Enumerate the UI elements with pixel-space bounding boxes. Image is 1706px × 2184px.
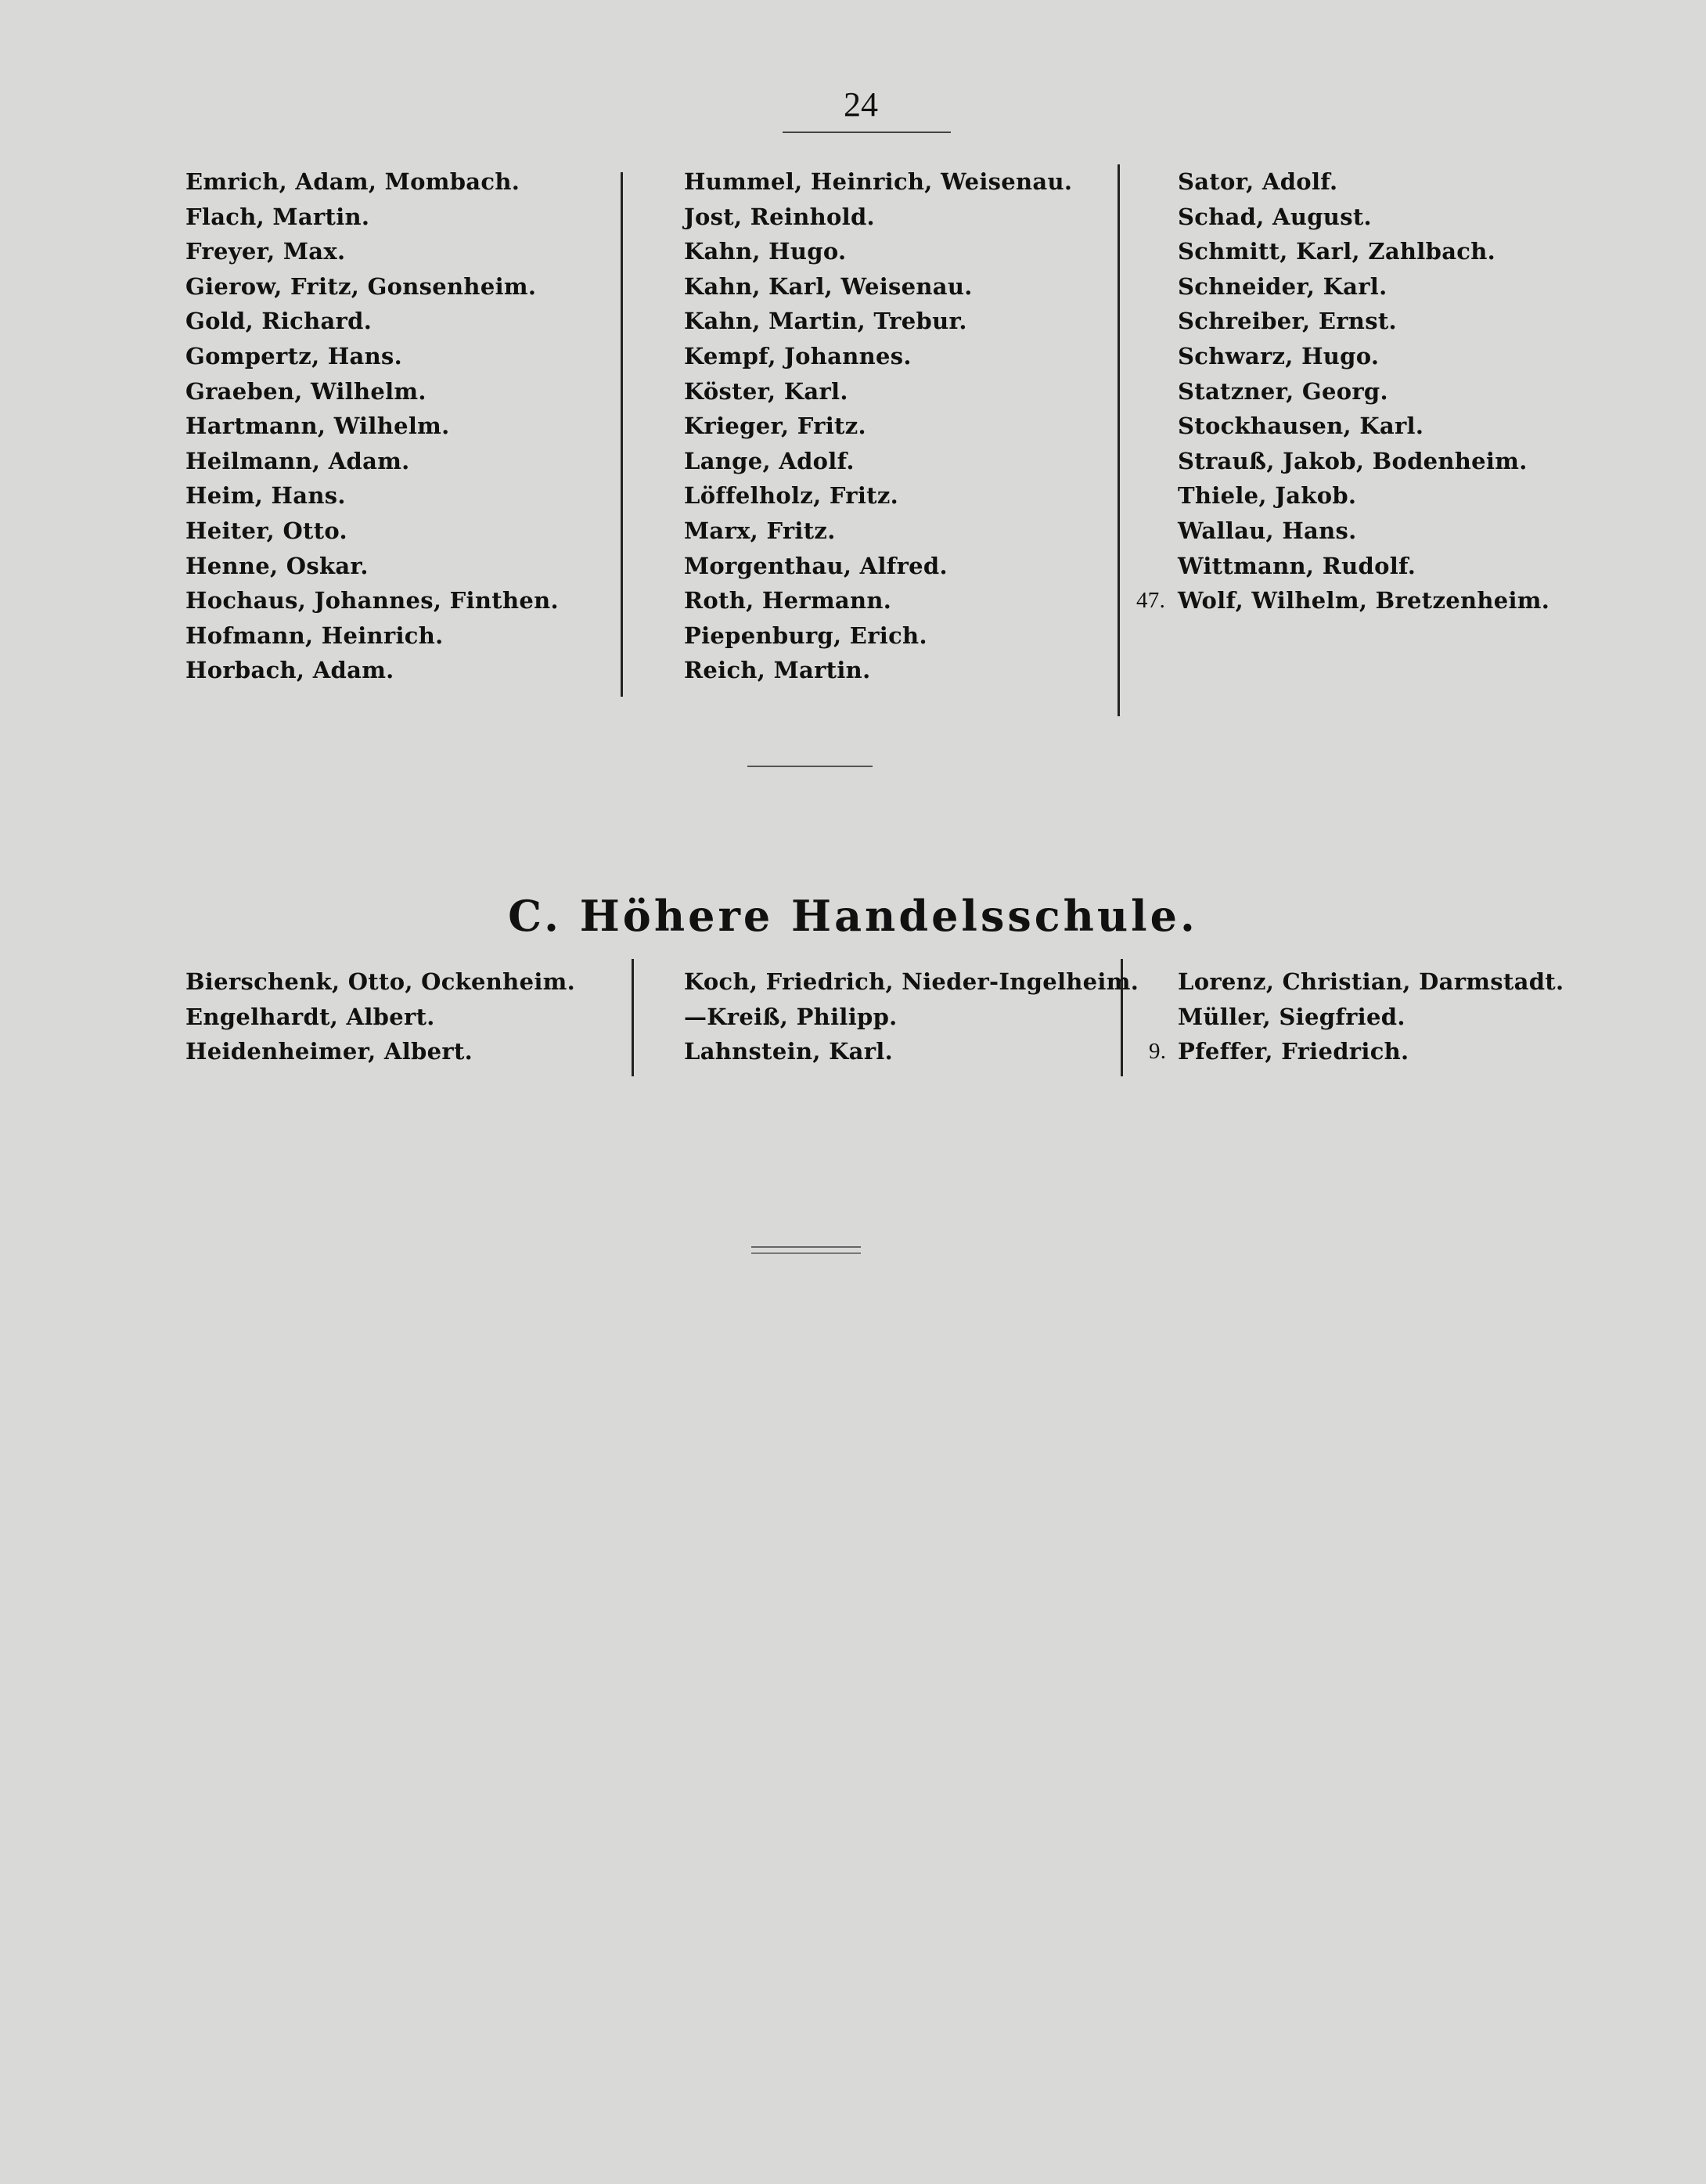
lower-column-divider-left [632,959,634,1076]
name-entry: Sator, Adolf. [1178,168,1338,195]
name-entry: Engelhardt, Albert. [185,1003,435,1030]
name-entry: Morgenthau, Alfred. [684,552,948,579]
name-entry: Schwarz, Hugo. [1178,342,1380,369]
lower-column-3-total: 9. [1149,1039,1167,1064]
lower-column-3 [1178,964,1564,1069]
page-number-rule [783,132,951,133]
name-entry: Marx, Fritz. [684,517,836,544]
name-entry: Wittmann, Rudolf. [1178,552,1416,579]
name-entry: Hochaus, Johannes, Finthen. [185,587,559,614]
name-entry: Kahn, Hugo. [684,238,847,265]
name-entry: Reich, Martin. [684,657,871,684]
upper-column-3-total: 47. [1136,588,1166,613]
name-entry: Schneider, Karl. [1178,272,1387,300]
name-entry: Strauß, Jakob, Bodenheim. [1178,447,1528,474]
name-entry: Thiele, Jakob. [1178,482,1357,510]
name-entry: Pfeffer, Friedrich. [1178,1038,1409,1065]
name-entry: Müller, Siegfried. [1178,1003,1405,1030]
name-entry: Bierschenk, Otto, Ockenheim. [185,968,576,995]
name-entry: Emrich, Adam, Mombach. [185,168,520,195]
name-entry: Heiter, Otto. [185,517,347,544]
name-entry: Lahnstein, Karl. [684,1038,894,1065]
name-entry: Jost, Reinhold. [684,203,875,230]
name-entry: Koch, Friedrich, Nieder-Ingelheim. [684,968,1139,995]
name-entry: Lorenz, Christian, Darmstadt. [1178,968,1564,995]
upper-column-2 [684,164,1072,688]
name-entry: Heidenheimer, Albert. [185,1038,473,1065]
name-entry: Schreiber, Ernst. [1178,308,1397,335]
name-entry: Kahn, Martin, Trebur. [684,308,967,335]
name-entry: Löffelholz, Fritz. [684,482,898,510]
name-entry: Heilmann, Adam. [185,447,410,474]
name-entry: Stockhausen, Karl. [1178,413,1424,440]
section-rule [747,766,873,767]
upper-column-1 [185,164,559,688]
bottom-double-rule-top [751,1246,861,1248]
name-entry: Schad, August. [1178,203,1372,230]
name-entry: Heim, Hans. [185,482,346,510]
name-entry: Flach, Martin. [185,203,370,230]
lower-column-1 [185,964,575,1069]
name-entry: Freyer, Max. [185,238,346,265]
name-entry: Wolf, Wilhelm, Bretzenheim. [1178,587,1550,614]
column-divider-right [1118,164,1120,716]
name-entry: —Kreiß, Philipp. [684,1003,898,1030]
name-entry: Statzner, Georg. [1178,377,1388,405]
name-entry: Schmitt, Karl, Zahlbach. [1178,238,1496,265]
name-entry: Kempf, Johannes. [684,342,912,369]
name-entry: Roth, Hermann. [684,587,892,614]
section-heading: C. Höhere Handelsschule. [508,891,1198,941]
column-divider-left [621,172,623,697]
name-entry: Gompertz, Hans. [185,342,403,369]
page-number: 24 [844,85,878,124]
bottom-double-rule-bottom [751,1252,861,1254]
name-entry: Lange, Adolf. [684,447,855,474]
name-entry: Gold, Richard. [185,308,373,335]
name-entry: Kahn, Karl, Weisenau. [684,272,973,300]
upper-column-3 [1178,164,1549,618]
name-entry: Graeben, Wilhelm. [185,377,426,405]
name-entry: Wallau, Hans. [1178,517,1357,544]
name-entry: Gierow, Fritz, Gonsenheim. [185,272,537,300]
name-entry: Krieger, Fritz. [684,413,866,440]
name-entry: Horbach, Adam. [185,657,394,684]
name-entry: Hummel, Heinrich, Weisenau. [684,168,1073,195]
name-entry: Piepenburg, Erich. [684,622,927,649]
lower-column-2 [684,964,1139,1069]
name-entry: Köster, Karl. [684,377,848,405]
name-entry: Hartmann, Wilhelm. [185,413,450,440]
name-entry: Hofmann, Heinrich. [185,622,444,649]
name-entry: Henne, Oskar. [185,552,369,579]
